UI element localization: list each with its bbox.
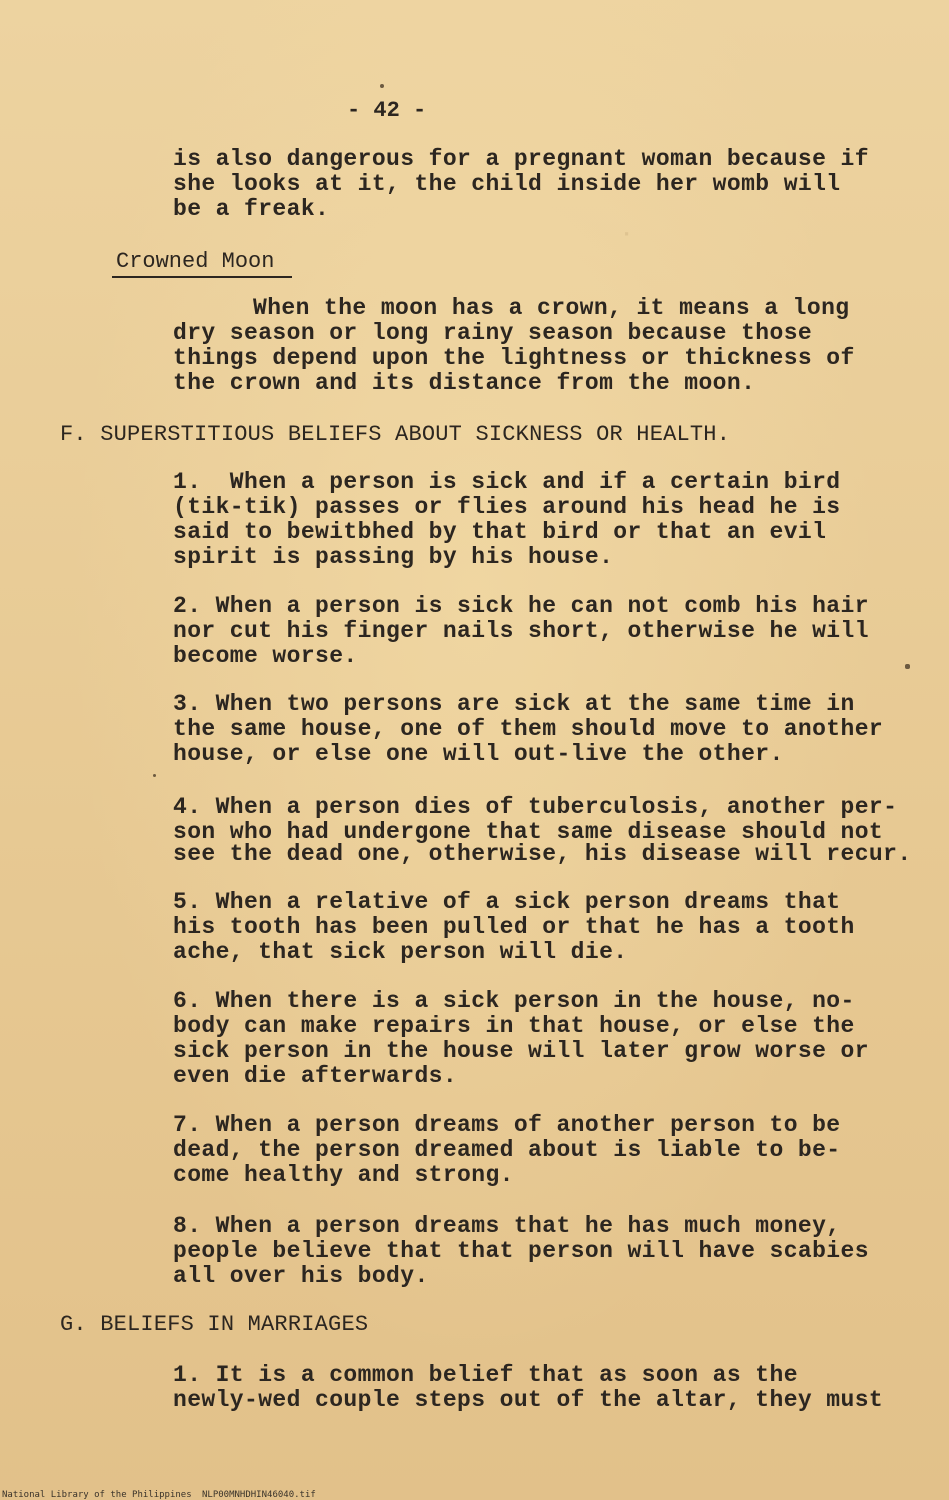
- list-item-line: 5. When a relative of a sick person dreams that: [173, 889, 841, 915]
- list-item-line: (tik-tik) passes or flies around his head he is: [173, 494, 841, 520]
- ink-speck: [153, 774, 156, 777]
- paragraph-line: the crown and its distance from the moon.: [173, 370, 756, 396]
- intro-line: is also dangerous for a pregnant woman because if: [173, 146, 869, 172]
- intro-line: be a freak.: [173, 196, 330, 222]
- ink-speck: [380, 84, 384, 88]
- page-number: - 42 -: [347, 98, 427, 123]
- list-item-line: son who had undergone that same disease should not: [173, 819, 884, 845]
- list-item-line: 7. When a person dreams of another person to be: [173, 1112, 841, 1138]
- ink-speck: [905, 664, 910, 669]
- list-item-line: 8. When a person dreams that he has much money,: [173, 1213, 841, 1239]
- crowned-moon-heading: Crowned Moon: [116, 249, 275, 274]
- list-item-line: sick person in the house will later grow worse or: [173, 1038, 869, 1064]
- list-item-line: become worse.: [173, 643, 358, 669]
- paragraph-line: When the moon has a crown, it means a long: [253, 295, 850, 321]
- list-item-line: spirit is passing by his house.: [173, 544, 614, 570]
- list-item-line: house, or else one will out-live the other.: [173, 741, 784, 767]
- list-item-line: ache, that sick person will die.: [173, 939, 628, 965]
- list-item-line: body can make repairs in that house, or else the: [173, 1013, 855, 1039]
- footer-source: National Library of the Philippines: [2, 1490, 192, 1500]
- list-item-line: his tooth has been pulled or that he has a tooth: [173, 914, 855, 940]
- list-item-line: 6. When there is a sick person in the house, no-: [173, 988, 855, 1014]
- list-item-line: people believe that that person will have scabies: [173, 1238, 869, 1264]
- heading-underline: [112, 276, 292, 278]
- bleed-through-text: ·: [620, 222, 634, 247]
- list-item-line: newly-wed couple steps out of the altar, they must: [173, 1387, 884, 1413]
- list-item-line: all over his body.: [173, 1263, 429, 1289]
- paragraph-line: things depend upon the lightness or thickness of: [173, 345, 855, 371]
- list-item-line: 1. It is a common belief that as soon as the: [173, 1362, 798, 1388]
- section-f-heading: F. SUPERSTITIOUS BELIEFS ABOUT SICKNESS OR HEALTH.: [60, 422, 731, 447]
- footer-filename: NLP00MNHDHIN46040.tif: [202, 1490, 316, 1500]
- list-item-line: the same house, one of them should move to another: [173, 716, 884, 742]
- paragraph-line: dry season or long rainy season because those: [173, 320, 813, 346]
- list-item-line: 2. When a person is sick he can not comb his hair: [173, 593, 869, 619]
- list-item-line: 1. When a person is sick and if a certain bird: [173, 469, 841, 495]
- section-g-heading: G. BELIEFS IN MARRIAGES: [60, 1312, 369, 1337]
- list-item-line: said to bewitbhed by that bird or that an evil: [173, 519, 827, 545]
- list-item-line: come healthy and strong.: [173, 1162, 514, 1188]
- list-item-line: dead, the person dreamed about is liable to be-: [173, 1137, 841, 1163]
- list-item-line: nor cut his finger nails short, otherwise he will: [173, 618, 869, 644]
- list-item-line: 3. When two persons are sick at the same time in: [173, 691, 855, 717]
- list-item-line: see the dead one, otherwise, his disease will recur.: [173, 841, 912, 867]
- intro-line: she looks at it, the child inside her womb will: [173, 171, 841, 197]
- list-item-line: 4. When a person dies of tuberculosis, another per-: [173, 794, 898, 820]
- list-item-line: even die afterwards.: [173, 1063, 458, 1089]
